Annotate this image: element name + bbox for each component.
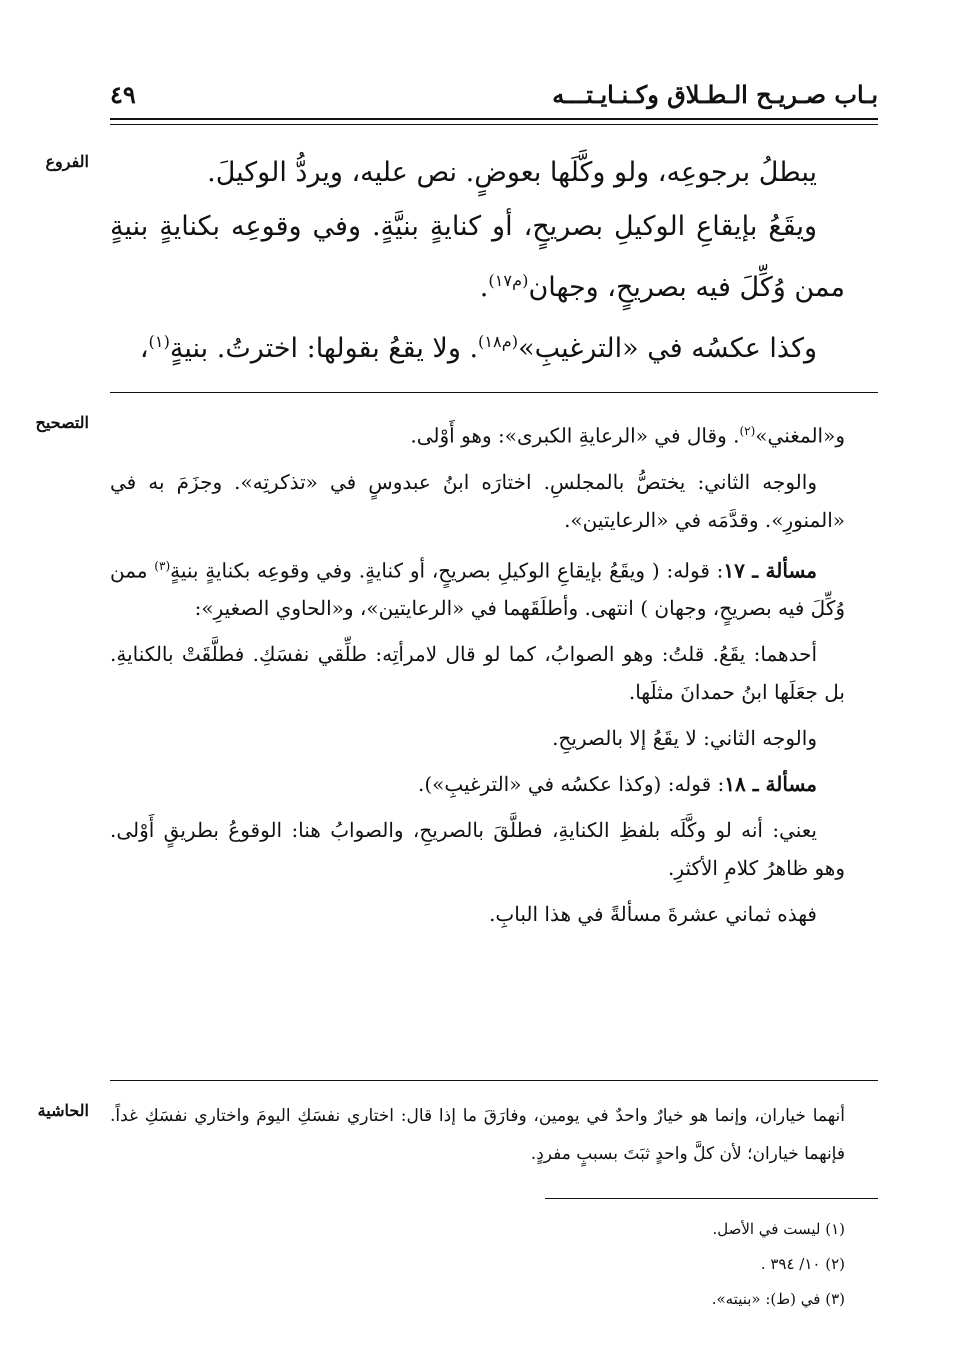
furu-p2-end: . [479, 272, 489, 303]
tashih-paragraph-3 [110, 547, 845, 628]
chapter-title: بـاب صـريـح الـطـلاق وكـنـايـتـــه [552, 80, 878, 109]
footnote-ref-3: (٣) [154, 558, 171, 573]
tashih-paragraph-8: فهذه ثماني عشرةَ مسألةً في هذا البابِ. [489, 902, 817, 927]
masala-18-heading: مسألة ـ ١٨ [724, 772, 817, 797]
furu-paragraph-1: يبطلُ برجوعِه، ولو وكَّلَها بعوضٍ. نص عليه، ويردُّ الوكيلَ. [207, 157, 817, 188]
masala-marker-18: (م١٨) [478, 332, 519, 351]
tashih-p3-text: : قوله: ( ويقَعُ بإيقاعِ الوكيلِ بصريحٍ، أو كنايةٍ. وفي وقوعِه بكنايةٍ بنيةٍ [170, 558, 724, 583]
tashih-paragraph-5: والوجه الثاني: لا يقَعُ إلا بالصريحِ. [552, 726, 817, 751]
tashih-p3-rest: ممن وُكِّلَ فيه بصريحٍ، وجهان ) انتهى. وأطلَقَهما في «الرعايتين»، و«الحاوي الصغيرِ»: [110, 558, 845, 621]
furu-paragraph-3 [110, 315, 845, 376]
tashih-paragraph-6 [110, 765, 845, 803]
section-divider [110, 392, 878, 393]
footnote-2: (٢) ١٠/ ٣٩٤ . [760, 1255, 845, 1273]
tashih-paragraph-1 [110, 412, 845, 455]
tashih-paragraph-2: والوجه الثاني: يختصُّ بالمجلسِ. اختارَه ابنُ عبدوسٍ في «تذكرتِه». وجزَمَ به في «المنورِ». وقدَّمَه في «الرعايتين». [110, 469, 845, 532]
tashih-paragraph-7: يعني: أنه لو وكَّلَه بلفظِ الكنايةِ، فطلَّقَ بالصريحِ، والصوابُ هنا: الوقوعُ بطريقٍ أَوْلى. وهو ظاهرُ كلامِ الأكثرِ. [110, 818, 845, 881]
furu-p2-text: ويقَعُ بإيقاعِ الوكيلِ بصريحٍ، أو كنايةٍ بنيَّةٍ. وفي وقوعِه بكنايةٍ بنيةٍ ممن وُكِّلَ فيه بصريحٍ، وجهان [110, 211, 845, 303]
furu-p3-text: وكذا عكسُه في «الترغيبِ» [518, 333, 817, 364]
footnote-1: (١) ليست في الأصل. [712, 1220, 845, 1238]
hashiya-divider [110, 1080, 878, 1081]
tashih-p1-rest: . وقال في «الرعايةِ الكبرى»: وهو أَوْلى. [410, 423, 740, 448]
furu-p3-rest: . ولا يقعُ بقولها: اخترتُ. بنيةٍ [169, 333, 479, 364]
header-divider [110, 118, 878, 125]
furu-p3-end: ، [139, 333, 149, 364]
label-hashiya: الحاشية [37, 1101, 89, 1120]
furu-text [110, 146, 845, 376]
footnotes [110, 1212, 845, 1317]
running-header [110, 80, 878, 116]
tashih-p1-text: و«المغني» [755, 423, 845, 448]
tashih-paragraph-4: أحدهما: يقَعُ. قلتُ: وهو الصوابُ، كما لو قال لامرأتِه: طلِّقي نفسَكِ. فطلَّقَتْ بالكنايةِ. بل جعَلَها ابنُ حمدانَ مثلَها. [110, 642, 845, 705]
footnote-3: (٣) في (ط): «بنيته». [711, 1290, 845, 1308]
tashih-p6-text: : قوله: (وكذا عكسُه في «الترغيبِ»). [417, 772, 725, 797]
tashih-text [110, 412, 845, 933]
footnote-divider [545, 1198, 878, 1199]
footnote-ref-1: (١) [148, 332, 170, 351]
hashiya-text [110, 1097, 845, 1173]
hashiya-paragraph: أنهما خياران، وإنما هو خيارٌ واحدٌ في يومين، وفارَقَ ما إذا قال: اختاري نفسَكِ اليومَ واختاري نفسَكِ غداً. فإنهما خياران؛ لأن كلَّ واحدٍ ثبَتَ بسببٍ مفردٍ. [110, 1106, 845, 1164]
furu-paragraph-2 [110, 200, 845, 315]
label-tashih: التصحيح [35, 413, 89, 432]
page-number: ٤٩ [110, 80, 136, 109]
masala-17-heading: مسألة ـ ١٧ [723, 558, 818, 583]
footnote-ref-2: (٢) [739, 424, 756, 438]
masala-marker-17: (م١٧) [488, 271, 529, 290]
label-furu: الفروع [45, 152, 89, 171]
